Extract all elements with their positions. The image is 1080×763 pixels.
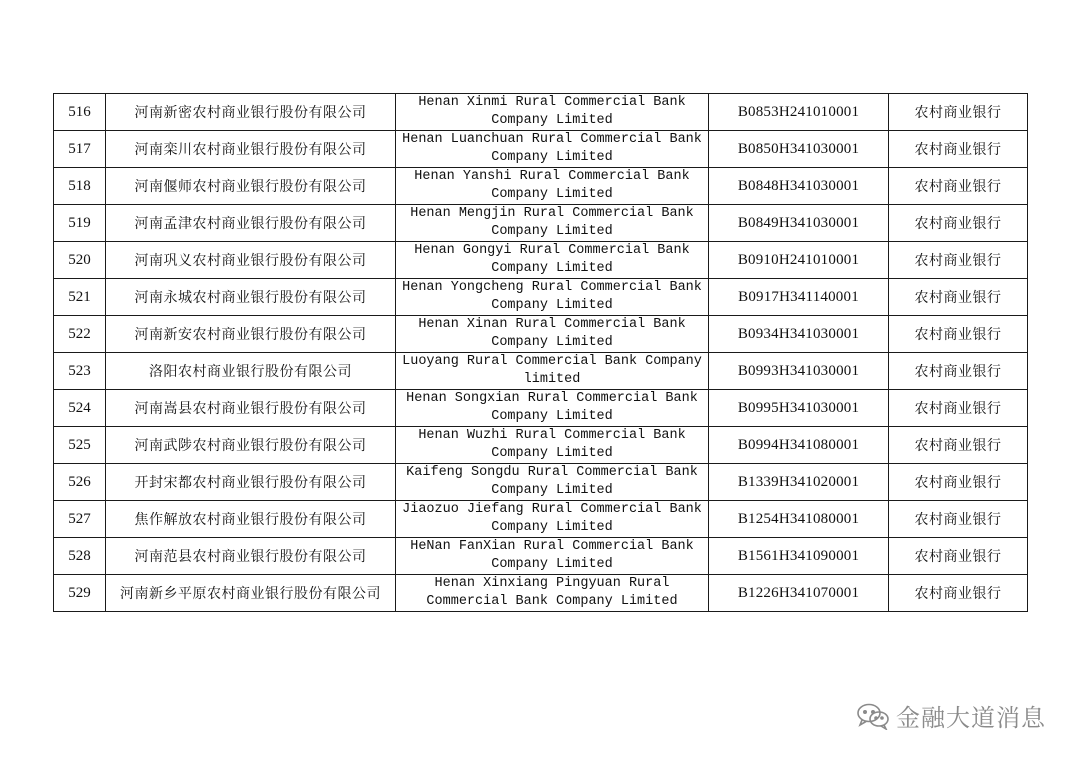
institution-type: 农村商业银行 [889, 353, 1028, 390]
table-row [54, 131, 1028, 168]
row-number: 527 [54, 501, 106, 538]
row-number: 523 [54, 353, 106, 390]
table-row [54, 205, 1028, 242]
institution-code: B0848H341030001 [709, 168, 889, 205]
table-row [54, 242, 1028, 279]
institution-code: B0993H341030001 [709, 353, 889, 390]
institution-type: 农村商业银行 [889, 94, 1028, 131]
bank-name-chinese: 河南栾川农村商业银行股份有限公司 [106, 131, 396, 168]
table-row [54, 464, 1028, 501]
institution-type: 农村商业银行 [889, 390, 1028, 427]
bank-name-english: Luoyang Rural Commercial Bank Company limited [396, 353, 709, 390]
bank-name-english: Jiaozuo Jiefang Rural Commercial Bank Company Limited [396, 501, 709, 538]
institution-code: B1561H341090001 [709, 538, 889, 575]
bank-name-chinese: 河南范县农村商业银行股份有限公司 [106, 538, 396, 575]
row-number: 528 [54, 538, 106, 575]
bank-name-chinese: 河南巩义农村商业银行股份有限公司 [106, 242, 396, 279]
bank-name-english: Henan Songxian Rural Commercial Bank Company Limited [396, 390, 709, 427]
bank-name-english: Henan Wuzhi Rural Commercial Bank Company Limited [396, 427, 709, 464]
row-number: 526 [54, 464, 106, 501]
watermark-text: 金融大道消息 [896, 704, 1046, 732]
registry-table-body [54, 94, 1028, 612]
row-number: 522 [54, 316, 106, 353]
watermark [856, 698, 1046, 733]
institution-type: 农村商业银行 [889, 242, 1028, 279]
table-row [54, 316, 1028, 353]
table-row [54, 353, 1028, 390]
institution-code: B1254H341080001 [709, 501, 889, 538]
bank-name-chinese: 河南新乡平原农村商业银行股份有限公司 [106, 575, 396, 612]
bank-name-english: Kaifeng Songdu Rural Commercial Bank Company Limited [396, 464, 709, 501]
bank-name-chinese: 河南永城农村商业银行股份有限公司 [106, 279, 396, 316]
row-number: 521 [54, 279, 106, 316]
institution-code: B1226H341070001 [709, 575, 889, 612]
bank-name-chinese: 河南武陟农村商业银行股份有限公司 [106, 427, 396, 464]
bank-name-english: Henan Yongcheng Rural Commercial Bank Company Limited [396, 279, 709, 316]
bank-name-chinese: 焦作解放农村商业银行股份有限公司 [106, 501, 396, 538]
table-row [54, 575, 1028, 612]
row-number: 520 [54, 242, 106, 279]
institution-type: 农村商业银行 [889, 464, 1028, 501]
bank-name-english: Henan Luanchuan Rural Commercial Bank Company Limited [396, 131, 709, 168]
institution-code: B0917H341140001 [709, 279, 889, 316]
institution-code: B0995H341030001 [709, 390, 889, 427]
bank-name-chinese: 河南新密农村商业银行股份有限公司 [106, 94, 396, 131]
table-row [54, 390, 1028, 427]
bank-name-chinese: 河南嵩县农村商业银行股份有限公司 [106, 390, 396, 427]
institution-type: 农村商业银行 [889, 427, 1028, 464]
table-row [54, 168, 1028, 205]
bank-name-english: Henan Xinan Rural Commercial Bank Company Limited [396, 316, 709, 353]
bank-name-english: Henan Xinxiang Pingyuan Rural Commercial Bank Company Limited [396, 575, 709, 612]
row-number: 529 [54, 575, 106, 612]
row-number: 524 [54, 390, 106, 427]
table-row [54, 427, 1028, 464]
institution-type: 农村商业银行 [889, 131, 1028, 168]
institution-code: B0910H241010001 [709, 242, 889, 279]
bank-name-chinese: 河南孟津农村商业银行股份有限公司 [106, 205, 396, 242]
row-number: 516 [54, 94, 106, 131]
institution-type: 农村商业银行 [889, 316, 1028, 353]
institution-type: 农村商业银行 [889, 205, 1028, 242]
table-row [54, 94, 1028, 131]
row-number: 519 [54, 205, 106, 242]
institution-type: 农村商业银行 [889, 575, 1028, 612]
institution-code: B0850H341030001 [709, 131, 889, 168]
bank-name-chinese: 开封宋都农村商业银行股份有限公司 [106, 464, 396, 501]
institution-code: B0849H341030001 [709, 205, 889, 242]
bank-name-english: Henan Xinmi Rural Commercial Bank Company Limited [396, 94, 709, 131]
bank-name-english: HeNan FanXian Rural Commercial Bank Company Limited [396, 538, 709, 575]
institution-code: B0994H341080001 [709, 427, 889, 464]
institution-type: 农村商业银行 [889, 538, 1028, 575]
row-number: 525 [54, 427, 106, 464]
institution-code: B0934H341030001 [709, 316, 889, 353]
wechat-icon [856, 702, 890, 730]
institution-code: B1339H341020001 [709, 464, 889, 501]
bank-name-chinese: 河南新安农村商业银行股份有限公司 [106, 316, 396, 353]
table-row [54, 279, 1028, 316]
institution-code: B0853H241010001 [709, 94, 889, 131]
table-row [54, 501, 1028, 538]
bank-name-chinese: 河南偃师农村商业银行股份有限公司 [106, 168, 396, 205]
bank-name-english: Henan Mengjin Rural Commercial Bank Company Limited [396, 205, 709, 242]
bank-name-chinese: 洛阳农村商业银行股份有限公司 [106, 353, 396, 390]
bank-name-english: Henan Yanshi Rural Commercial Bank Company Limited [396, 168, 709, 205]
table-row [54, 538, 1028, 575]
institution-type: 农村商业银行 [889, 168, 1028, 205]
row-number: 517 [54, 131, 106, 168]
institution-type: 农村商业银行 [889, 501, 1028, 538]
bank-registry-table [53, 93, 1028, 612]
row-number: 518 [54, 168, 106, 205]
institution-type: 农村商业银行 [889, 279, 1028, 316]
bank-name-english: Henan Gongyi Rural Commercial Bank Company Limited [396, 242, 709, 279]
